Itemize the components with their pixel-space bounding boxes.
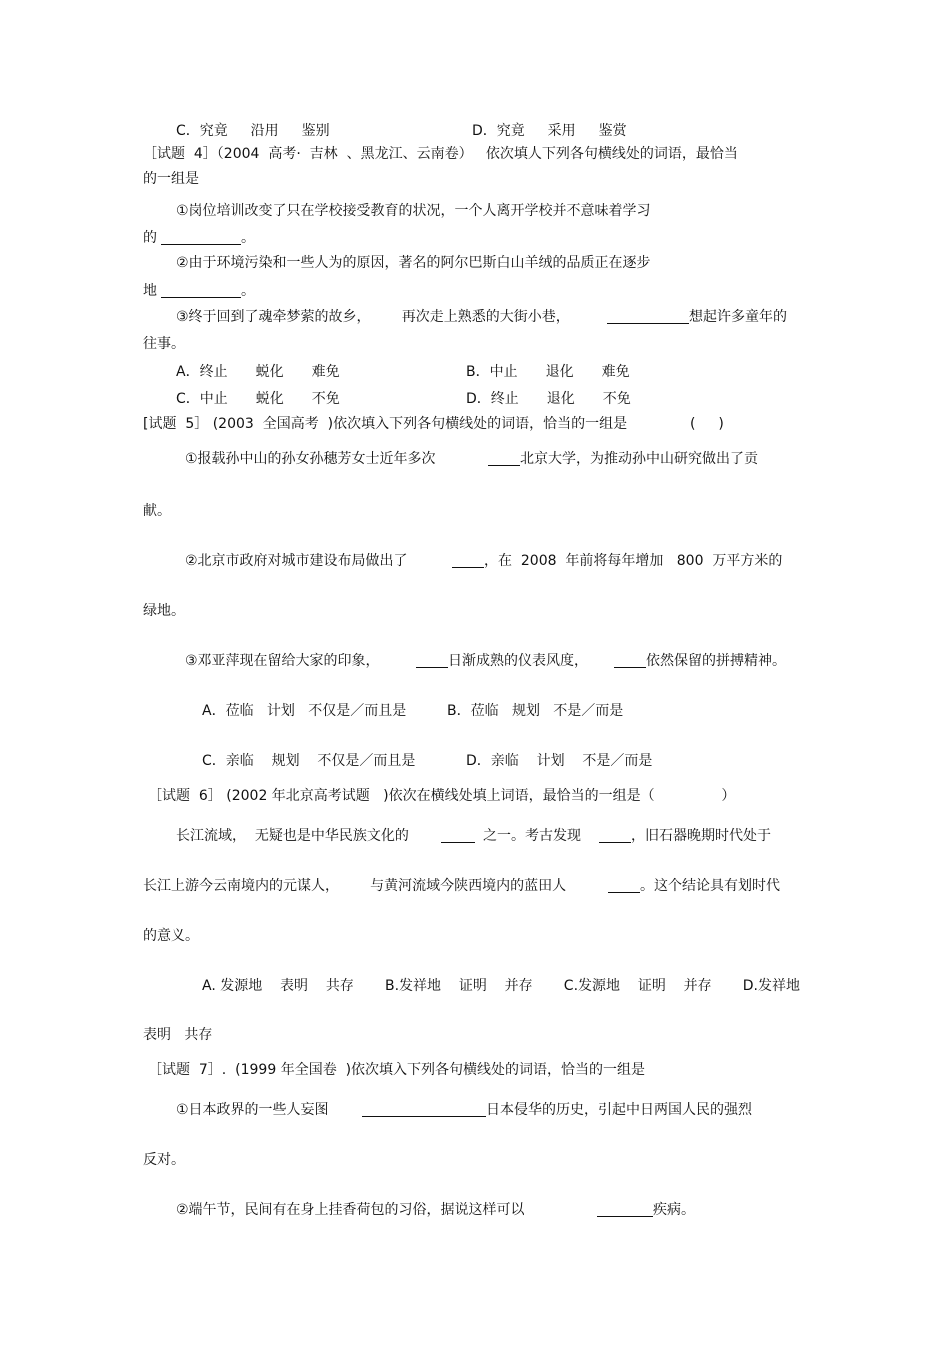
blank-line [416, 653, 448, 668]
q4-sentence-1-cont: 的 。 [143, 230, 255, 246]
q4-sentence-3: ③终于回到了魂牵梦萦的故乡， 再次走上熟悉的大街小巷， [176, 309, 570, 325]
q4-option-b: B．中止 退化 难免 [466, 364, 630, 380]
q5-answer-paren: ( ) [690, 416, 724, 432]
q3-option-c: C．究竟 沿用 鉴别 [176, 123, 330, 139]
q7-sentence-2: ②端午节，民间有在身上挂香荷包的习俗，据说这样可以 [176, 1202, 525, 1218]
q5-option-a: A．莅临 计划 不仅是／而且是 [202, 703, 407, 719]
q7-sentence-1-cont: 反对。 [143, 1152, 185, 1168]
q7-header: ［试题 7］. (1999 年全国卷 )依次填入下列各句横线处的词语，恰当的一组是 [148, 1062, 646, 1078]
q4-option-d: D．终止 退化 不免 [466, 391, 631, 407]
q5-option-b: B．莅临 规划 不是／而是 [447, 703, 624, 719]
q6-paragraph-1: 长江流域， 无疑也是中华民族文化的 [176, 828, 409, 844]
q4-sentence-2: ②由于环境污染和一些人为的原因，著名的阿尔巴斯白山羊绒的品质正在逐步 [176, 255, 651, 271]
q4-sentence-3-cont: 往事。 [143, 336, 185, 352]
blank-line [161, 230, 241, 245]
q6-header: ［试题 6］ (2002 年北京高考试题 )依次在横线处填上词语，最恰当的一组是（ ） [148, 788, 736, 804]
blank-line [161, 283, 241, 298]
q5-sentence-3: ③邓亚萍现在留给大家的印象， [185, 653, 380, 669]
q4-option-a: A．终止 蜕化 难免 [176, 364, 340, 380]
q4-option-c: C．中止 蜕化 不免 [176, 391, 340, 407]
blank-line [441, 828, 475, 843]
q6-paragraph-1-blank-2: ，旧石器晚期时代处于 [599, 827, 771, 845]
blank-line [488, 451, 520, 466]
q5-option-d: D．亲临 计划 不是／而是 [466, 753, 653, 769]
q4-header-cont: 的一组是 [143, 171, 199, 187]
q6-paragraph-3: 的意义。 [143, 928, 199, 944]
blank-line [607, 309, 689, 324]
q5-sentence-2-blank: ，在 2008 年前将每年增加 800 万平方米的 [452, 552, 782, 570]
q7-sentence-1-blank: 日本侵华的历史，引起中日两国人民的强烈 [362, 1101, 752, 1119]
q4-header: ［试题 4］（2004 高考· 吉林 、黑龙江、云南卷） 依次填人下列各句横线处的词语，最恰当 [143, 146, 738, 162]
q5-sentence-2: ②北京市政府对城市建设布局做出了 [185, 553, 408, 569]
q6-paragraph-2-blank: 。这个结论具有划时代 [608, 877, 780, 895]
blank-line [452, 553, 484, 568]
q5-sentence-3-blank-2: 依然保留的拼搏精神。 [614, 652, 786, 670]
q4-sentence-1: ①岗位培训改变了只在学校接受教育的状况，一个人离开学校并不意味着学习 [176, 203, 651, 219]
q5-sentence-1-blank: 北京大学，为推动孙中山研究做出了贡 [488, 450, 758, 468]
q5-sentence-1-cont: 献。 [143, 503, 171, 519]
blank-line [599, 828, 631, 843]
q3-option-d: D．究竟 采用 鉴赏 [472, 123, 627, 139]
q7-sentence-2-blank: 疾病。 [597, 1201, 695, 1219]
q6-options-cont: 表明 共存 [143, 1027, 213, 1043]
blank-line [614, 653, 646, 668]
blank-line [362, 1102, 486, 1117]
q5-sentence-3-blank-1: 日渐成熟的仪表风度， [416, 652, 588, 670]
q4-sentence-3-blank: 想起许多童年的 [607, 308, 787, 326]
q7-sentence-1: ①日本政界的一些人妄图 [176, 1102, 329, 1118]
q6-options: A. 发源地 表明 共存 B.发祥地 证明 并存 C.发源地 证明 并存 D.发祥地 [202, 978, 800, 994]
blank-line [608, 878, 640, 893]
q5-sentence-1: ①报载孙中山的孙女孙穗芳女士近年多次 [185, 451, 436, 467]
q4-sentence-2-cont: 地 。 [143, 283, 255, 299]
q5-sentence-2-cont: 绿地。 [143, 603, 185, 619]
q5-header: [试题 5］ (2003 全国高考 )依次填入下列各句横线处的词语，恰当的一组是 [143, 416, 628, 432]
q6-paragraph-2: 长江上游今云南境内的元谋人， 与黄河流域今陕西境内的蓝田人 [143, 878, 567, 894]
blank-line [597, 1202, 653, 1217]
q6-paragraph-1-blank-1: 之一。考古发现 [441, 827, 581, 845]
q5-option-c: C．亲临 规划 不仅是／而且是 [202, 753, 416, 769]
